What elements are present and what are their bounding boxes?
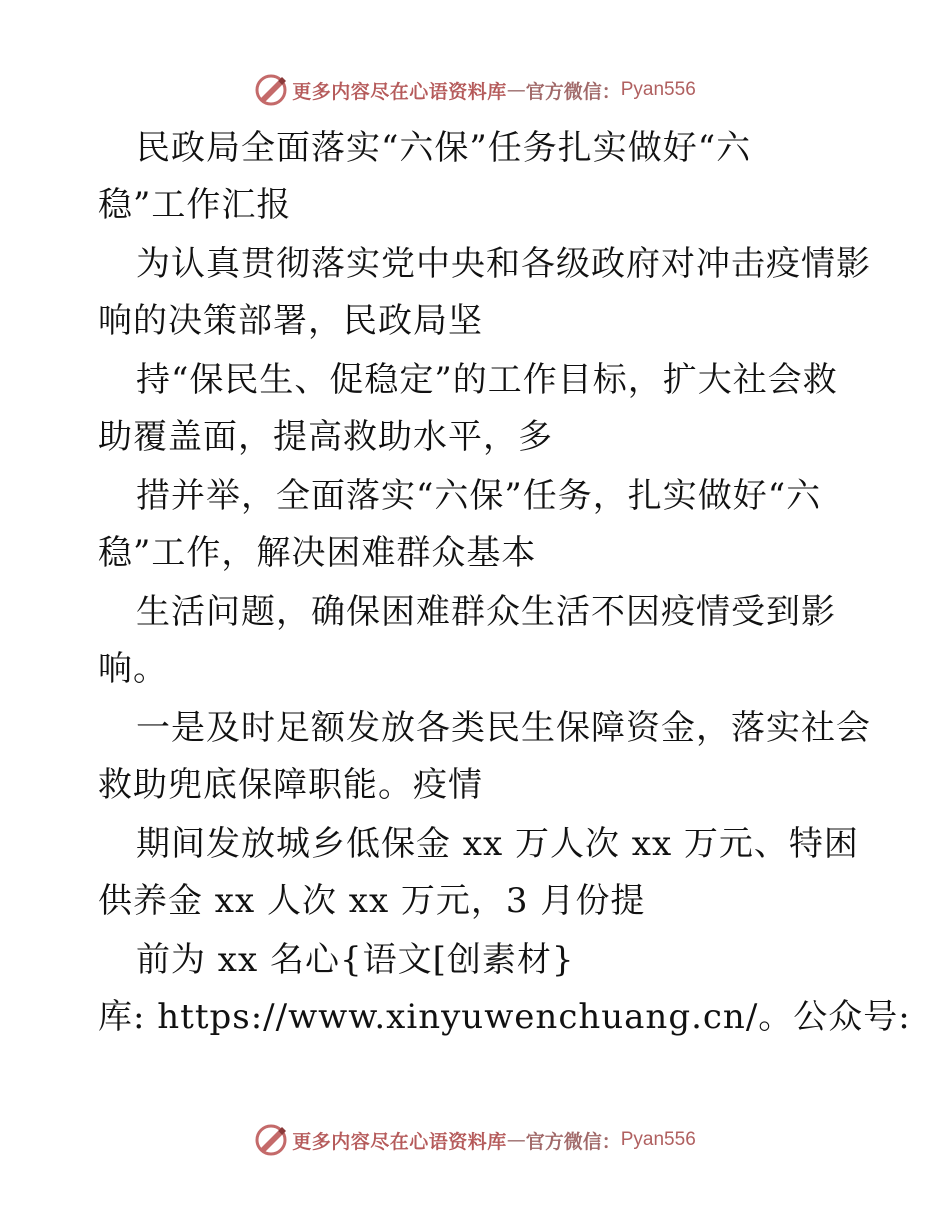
banner-wechat-id: Pyan556	[620, 79, 696, 100]
paragraph-line: 持“保民生、促稳定”的工作目标，扩大社会救	[136, 360, 838, 400]
paragraph-line: 措并举，全面落实“六保”任务，扎实做好“六	[136, 476, 822, 516]
banner-library-text: 更多内容尽在心语资料库	[292, 1130, 507, 1153]
paragraph-line: 供养金 xx 人次 xx 万元，3 月份提	[98, 881, 646, 921]
paragraph-line: 库: https://www.xinyuwenchuang.cn/。公众号:	[98, 997, 911, 1037]
footer-watermark-banner	[0, 1120, 950, 1160]
banner-dash: —	[506, 79, 526, 101]
paragraph-line: 为认真贯彻落实党中央和各级政府对冲击疫情影	[136, 244, 871, 284]
banner-dash: —	[506, 1129, 526, 1151]
paragraph-line: 稳”工作，解决困难群众基本	[98, 533, 537, 573]
banner-wechat-label: 官方微信：	[525, 80, 621, 103]
paragraph-line: 助覆盖面，提高救助水平，多	[98, 417, 553, 457]
title-line-2: 稳”工作汇报	[98, 185, 292, 225]
banner-wechat-label: 官方微信：	[525, 1130, 621, 1153]
paragraph-line: 期间发放城乡低保金 xx 万人次 xx 万元、特困	[136, 824, 859, 864]
paragraph-line: 前为 xx 名心{语文[创素材}	[136, 940, 575, 980]
banner-wechat-id: Pyan556	[620, 1129, 696, 1150]
paragraph-line: 生活问题，确保困难群众生活不因疫情受到影	[136, 592, 836, 632]
paragraph-line: 响。	[98, 649, 168, 689]
paragraph-line: 一是及时足额发放各类民生保障资金，落实社会	[136, 708, 871, 748]
banner-library-text: 更多内容尽在心语资料库	[292, 80, 507, 103]
title-line-1: 民政局全面落实“六保”任务扎实做好“六	[136, 128, 752, 168]
pen-logo-icon	[254, 1123, 288, 1157]
paragraph-line: 响的决策部署，民政局坚	[98, 301, 483, 341]
paragraph-line: 救助兜底保障职能。疫情	[98, 765, 483, 805]
